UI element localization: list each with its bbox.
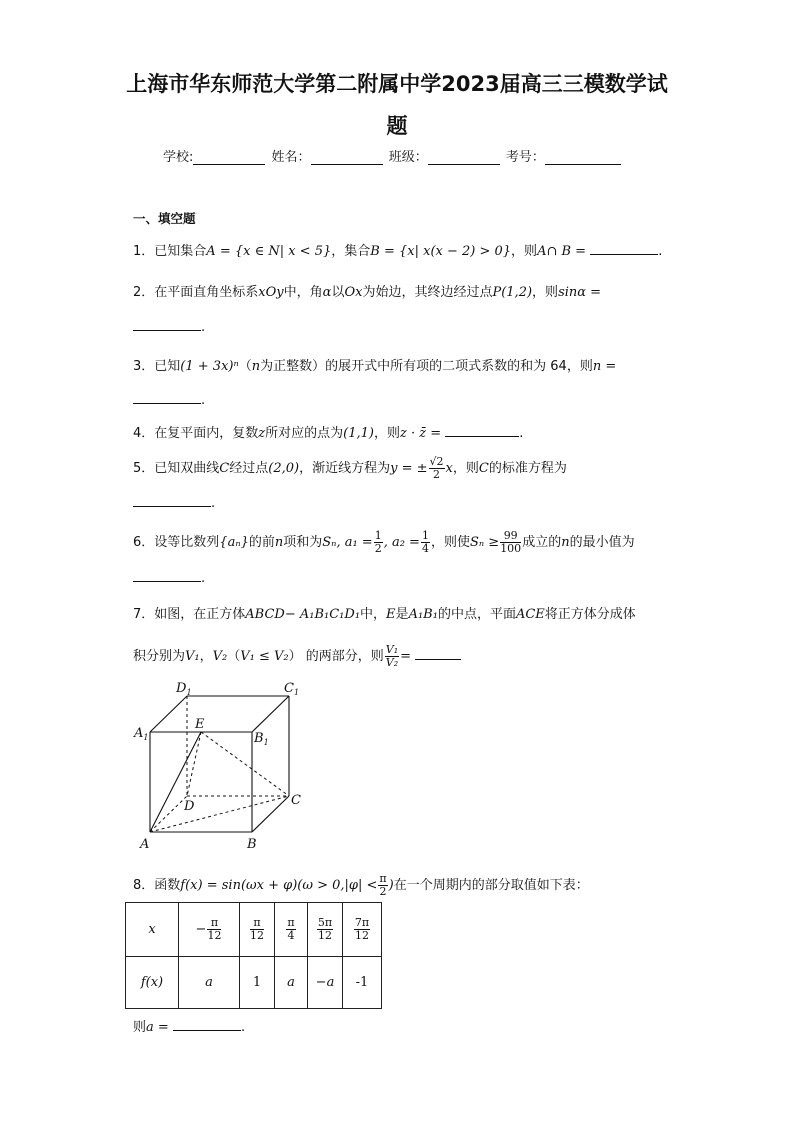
label-b1 — [253, 731, 269, 747]
math-expression: A = {x ∈ N| x < 5} — [206, 244, 332, 259]
fraction-denominator: 2 — [379, 885, 387, 898]
question-text: 已知 — [154, 359, 181, 374]
cube-figure — [130, 678, 330, 853]
fraction-numerator: π — [379, 872, 387, 885]
label-a: A — [140, 837, 150, 852]
fraction-denominator: 100 — [500, 542, 522, 555]
segment-ac-hidden — [150, 796, 289, 832]
question-2 — [133, 281, 601, 300]
segment-ec-hidden — [201, 732, 289, 796]
math-expression: E — [386, 607, 396, 622]
label-subscript: 1 — [263, 738, 269, 747]
question-text: . — [201, 393, 206, 408]
math-expression: n — [561, 535, 570, 550]
question-text: 的最小值为 — [569, 535, 635, 550]
table-header-x: x — [126, 903, 179, 957]
math-expression: (2,0) — [268, 461, 300, 476]
name-blank[interactable] — [311, 151, 383, 165]
question-number: 4． — [133, 426, 155, 441]
label-d1 — [175, 681, 192, 697]
question-text: ，集合 — [331, 244, 371, 259]
edge-ad-hidden — [150, 796, 187, 832]
math-expression: ) — [388, 878, 394, 893]
question-text: . — [240, 1020, 246, 1035]
question-2-answer-line — [133, 318, 205, 335]
math-expression: z · z̄ = — [400, 426, 442, 441]
table-header-fx: f(x) — [126, 957, 179, 1009]
math-expression: Sₙ, a₁ = — [322, 535, 373, 550]
math-expression: f(x) = sin(ωx + φ) — [180, 878, 298, 893]
segment-ed-hidden — [187, 732, 201, 796]
edge-a1d1 — [150, 696, 187, 732]
question-1 — [133, 240, 662, 259]
fraction — [250, 917, 264, 942]
table-cell — [343, 903, 382, 957]
question-text: ） 的两部分，则 — [288, 649, 384, 664]
question-number: 5． — [133, 461, 155, 476]
question-text: 则 — [133, 1020, 147, 1035]
fraction-denominator: 12 — [207, 929, 222, 942]
question-text: ，则 — [374, 426, 401, 441]
question-number: 8． — [133, 878, 155, 893]
page-title-continued: 题 — [386, 114, 408, 138]
fraction — [421, 530, 430, 555]
math-expression: y = ± — [390, 461, 428, 476]
fraction-numerator: π — [207, 917, 221, 930]
answer-blank[interactable] — [445, 424, 519, 437]
question-text: 的标准方程为 — [488, 461, 567, 476]
table-row-x — [126, 903, 382, 957]
question-text: . — [201, 320, 206, 335]
fraction — [286, 917, 295, 942]
math-expression: n — [251, 359, 261, 374]
name-label: 姓名： — [271, 150, 311, 165]
school-blank[interactable] — [193, 151, 265, 165]
fraction-numerator: π — [287, 916, 295, 929]
math-expression: C — [478, 461, 489, 476]
question-text: 项和为 — [283, 535, 323, 550]
question-text: 是 — [395, 607, 409, 622]
question-text: 在平面直角坐标系 — [154, 285, 259, 300]
math-expression: , a₂ = — [383, 535, 420, 550]
question-text: 在复平面内，复数 — [154, 426, 259, 441]
answer-blank[interactable] — [415, 647, 461, 660]
question-number: 2． — [133, 285, 155, 300]
question-8-answer-line — [133, 1016, 245, 1035]
fraction — [207, 917, 221, 942]
section-title: 一、填空题 — [133, 211, 196, 226]
label-subscript: 1 — [186, 688, 192, 697]
label-letter: C — [284, 681, 294, 696]
math-expression: (1 + 3x)ⁿ — [180, 359, 239, 374]
table-cell: -1 — [343, 957, 382, 1009]
answer-blank[interactable] — [133, 391, 201, 404]
math-expression: V₁ ≤ V₂ — [240, 649, 289, 664]
math-expression: {aₙ} — [219, 535, 249, 550]
question-text: 为始边，其终边经过点 — [362, 285, 493, 300]
fraction-denominator: 4 — [421, 542, 429, 555]
question-text: 为正整数）的展开式中所有项的二项式系数的和为 64，则 — [260, 359, 593, 374]
math-expression: xOy — [258, 285, 284, 300]
math-expression: = — [400, 649, 412, 664]
math-expression: Sₙ ≥ — [469, 535, 500, 550]
question-text: . — [211, 496, 216, 511]
question-number: 3． — [133, 359, 155, 374]
question-text: （ — [227, 649, 241, 664]
math-expression: V₁ — [185, 649, 200, 664]
fraction-numerator: 7π — [354, 916, 370, 929]
question-number: 7． — [133, 607, 155, 622]
fraction-numerator: √2 — [429, 455, 444, 468]
question-text: 积分别为 — [133, 649, 186, 664]
fraction-denominator: 2 — [374, 542, 382, 555]
math-expression: V₂ — [212, 649, 228, 664]
fraction-numerator: V₁ — [385, 643, 399, 656]
segment-ae — [150, 732, 201, 832]
answer-blank[interactable] — [133, 318, 201, 331]
question-text: 将正方体分成体 — [544, 607, 636, 622]
fraction — [385, 644, 399, 669]
table-cell: a — [275, 957, 308, 1009]
question-text: 所对应的点为 — [265, 426, 344, 441]
question-text: 的中点，平面 — [437, 607, 516, 622]
math-expression: n = — [592, 359, 617, 374]
table-cell: a — [179, 957, 240, 1009]
label-e: E — [195, 717, 205, 732]
question-6 — [133, 530, 635, 555]
math-expression: a = — [146, 1020, 169, 1035]
fraction — [374, 530, 383, 555]
math-expression: ACE — [515, 607, 545, 622]
question-text: 成立的 — [522, 535, 562, 550]
table-cell — [240, 903, 275, 957]
question-5-answer-line — [133, 494, 215, 511]
question-text: . — [201, 571, 206, 586]
fraction-numerator: 1 — [374, 529, 382, 542]
edge-b1c1 — [252, 696, 289, 732]
label-d: D — [184, 799, 195, 814]
math-expression: (ω > 0,|φ| < — [297, 878, 378, 893]
values-table — [125, 902, 382, 1009]
question-7-continued — [133, 644, 461, 669]
math-expression: P(1,2) — [492, 285, 533, 300]
math-expression: A₁B₁ — [408, 607, 438, 622]
school-label: 学校: — [163, 150, 194, 165]
edge-bc — [252, 796, 289, 832]
class-label: 班级： — [388, 150, 428, 165]
question-text: ，则 — [532, 285, 559, 300]
table-cell — [275, 903, 308, 957]
fraction — [500, 530, 521, 555]
question-7 — [133, 603, 636, 622]
question-3-answer-line — [133, 391, 205, 408]
fraction-numerator: 5π — [317, 916, 333, 929]
answer-blank[interactable] — [590, 242, 658, 255]
label-a1 — [133, 726, 148, 742]
math-expression: z — [258, 426, 266, 441]
fraction — [429, 456, 445, 481]
question-text: ，则使 — [430, 535, 470, 550]
question-text: ，则 — [452, 461, 479, 476]
question-text: 已知集合 — [154, 244, 207, 259]
exam-number-blank[interactable] — [545, 151, 621, 165]
question-text: 在一个周期内的部分取值如下表： — [393, 878, 589, 893]
question-text: 函数 — [154, 878, 181, 893]
question-text: （ — [238, 359, 252, 374]
label-letter: B — [254, 731, 264, 746]
question-text: 设等比数列 — [154, 535, 220, 550]
question-3 — [133, 355, 616, 374]
fraction-denominator: 4 — [287, 929, 295, 942]
answer-blank[interactable] — [133, 569, 201, 582]
math-expression: A∩ B = — [537, 244, 587, 259]
math-expression: Ox — [344, 285, 363, 300]
table-cell — [308, 903, 343, 957]
math-expression: sinα = — [558, 285, 602, 300]
question-text: 如图，在正方体 — [154, 607, 246, 622]
math-expression: (1,1) — [343, 426, 374, 441]
question-text: 已知双曲线 — [154, 461, 220, 476]
fraction — [317, 917, 333, 942]
page-title: 上海市华东师范大学第二附属中学2023届高三三模数学试 — [126, 72, 668, 96]
math-expression: C — [219, 461, 230, 476]
answer-blank[interactable] — [133, 494, 211, 507]
math-expression: x — [445, 461, 453, 476]
question-6-answer-line — [133, 569, 205, 586]
label-subscript: 1 — [293, 688, 300, 697]
question-4 — [133, 422, 523, 441]
question-text: 经过点 — [229, 461, 269, 476]
fraction-denominator: 2 — [433, 468, 441, 481]
fraction-denominator: 12 — [250, 929, 264, 942]
fraction-denominator: 12 — [354, 929, 369, 942]
table-cell: 1 — [240, 957, 275, 1009]
question-text: ， — [199, 649, 213, 664]
fraction-numerator: π — [250, 917, 264, 930]
fraction-denominator: V₂ — [385, 656, 399, 669]
label-c1 — [284, 681, 299, 697]
question-text: . — [658, 244, 663, 259]
label-letter: A — [134, 726, 144, 741]
fraction-numerator: 1 — [421, 529, 429, 542]
question-text: . — [519, 426, 524, 441]
sign: − — [195, 922, 207, 937]
question-text: ，渐近线方程为 — [299, 461, 391, 476]
student-info-row — [163, 146, 623, 165]
question-text: 的前 — [248, 535, 275, 550]
math-expression: B = {x| x(x − 2) > 0} — [370, 244, 512, 259]
question-text: ，则 — [511, 244, 538, 259]
question-text: 以 — [331, 285, 345, 300]
exam-number-label: 考号： — [505, 150, 545, 165]
table-row-fx — [126, 957, 382, 1009]
math-expression: ABCD− A₁B₁C₁D₁ — [245, 607, 361, 622]
question-5 — [133, 456, 567, 481]
fraction-numerator: 99 — [500, 530, 521, 543]
question-text: 中，角 — [283, 285, 323, 300]
label-c: C — [291, 793, 301, 808]
fraction-denominator: 12 — [317, 929, 332, 942]
question-text: 中， — [360, 607, 387, 622]
class-blank[interactable] — [428, 151, 500, 165]
table-cell: −a — [308, 957, 343, 1009]
question-number: 1． — [133, 244, 155, 259]
label-b: B — [247, 837, 257, 852]
math-expression: α — [322, 285, 332, 300]
question-8 — [133, 873, 589, 898]
label-letter: D — [176, 681, 187, 696]
fraction — [354, 917, 370, 942]
answer-blank[interactable] — [173, 1018, 241, 1031]
fraction — [378, 873, 387, 898]
table-cell — [179, 903, 240, 957]
question-number: 6． — [133, 535, 155, 550]
label-subscript: 1 — [143, 733, 149, 742]
math-expression: n — [274, 535, 284, 550]
